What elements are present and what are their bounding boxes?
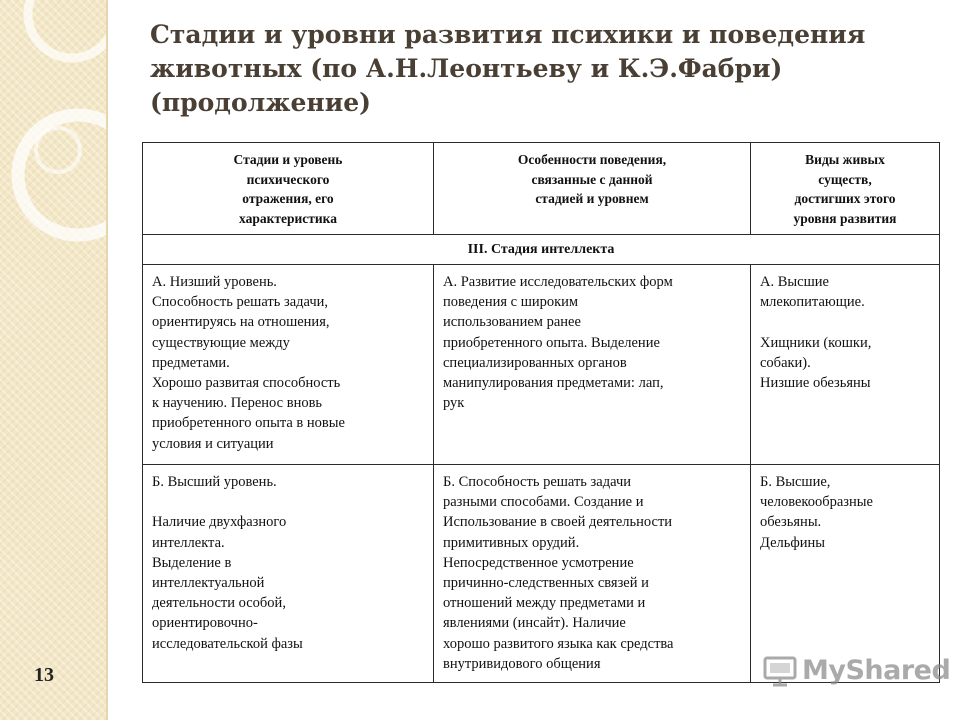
row-a-behavior: А. Развитие исследовательских форм поведения с широким использованием ранее приобретенного опыта. Выделение специализированных органов манипулирования предметами: лап, рук <box>434 265 751 465</box>
presentation-icon <box>762 652 798 688</box>
stage-label: III. Стадия интеллекта <box>143 235 940 265</box>
header-species: Виды живых существ, достигших этого уровня развития <box>751 143 940 235</box>
title-line-3: (продолжение) <box>150 88 371 117</box>
ring-small <box>36 128 80 172</box>
decorative-rings <box>0 0 106 720</box>
ring-top <box>28 0 106 58</box>
table-header-row <box>143 143 940 235</box>
stages-table <box>142 142 940 683</box>
stages-table-container <box>142 142 939 683</box>
row-b-species: Б. Высшие, человекообразные обезьяны. Дельфины <box>751 465 940 683</box>
row-a-level: А. Низший уровень. Способность решать задачи, ориентируясь на отношения, существующие между предметами. Хорошо развитая способность к научению. Перенос вновь приобретенного опыта в новые условия и ситуации <box>143 265 434 465</box>
watermark-text: MyShared <box>802 654 951 686</box>
band-divider <box>106 0 108 720</box>
table-row <box>143 265 940 465</box>
page-number: 13 <box>34 664 54 686</box>
ring-large <box>18 115 106 235</box>
row-b-level: Б. Высший уровень. Наличие двухфазного интеллекта. Выделение в интеллектуальной деятельности особой, ориентировочно- исследовательской фазы <box>143 465 434 683</box>
title-line-1: Стадии и уровни развития психики и поведения <box>150 20 866 49</box>
stage-row <box>143 235 940 265</box>
title-line-2: животных (по А.Н.Леонтьеву и К.Э.Фабри) <box>150 54 783 83</box>
slide-title <box>150 18 910 120</box>
row-b-behavior: Б. Способность решать задачи разными способами. Создание и Использование в своей деятельности примитивных орудий. Непосредственное усмотрение причинно-следственных связей и отношений между предметами и явлениями (инсайт). Наличие хорошо развитого языка как средства внутривидового общения <box>434 465 751 683</box>
watermark <box>762 652 950 688</box>
table-row <box>143 465 940 683</box>
header-behavior-features: Особенности поведения, связанные с данной стадией и уровнем <box>434 143 751 235</box>
decorative-side-band <box>0 0 106 720</box>
header-stage-level: Стадии и уровень психического отражения, его характеристика <box>143 143 434 235</box>
row-a-species: А. Высшие млекопитающие. Хищники (кошки, собаки). Низшие обезьяны <box>751 265 940 465</box>
